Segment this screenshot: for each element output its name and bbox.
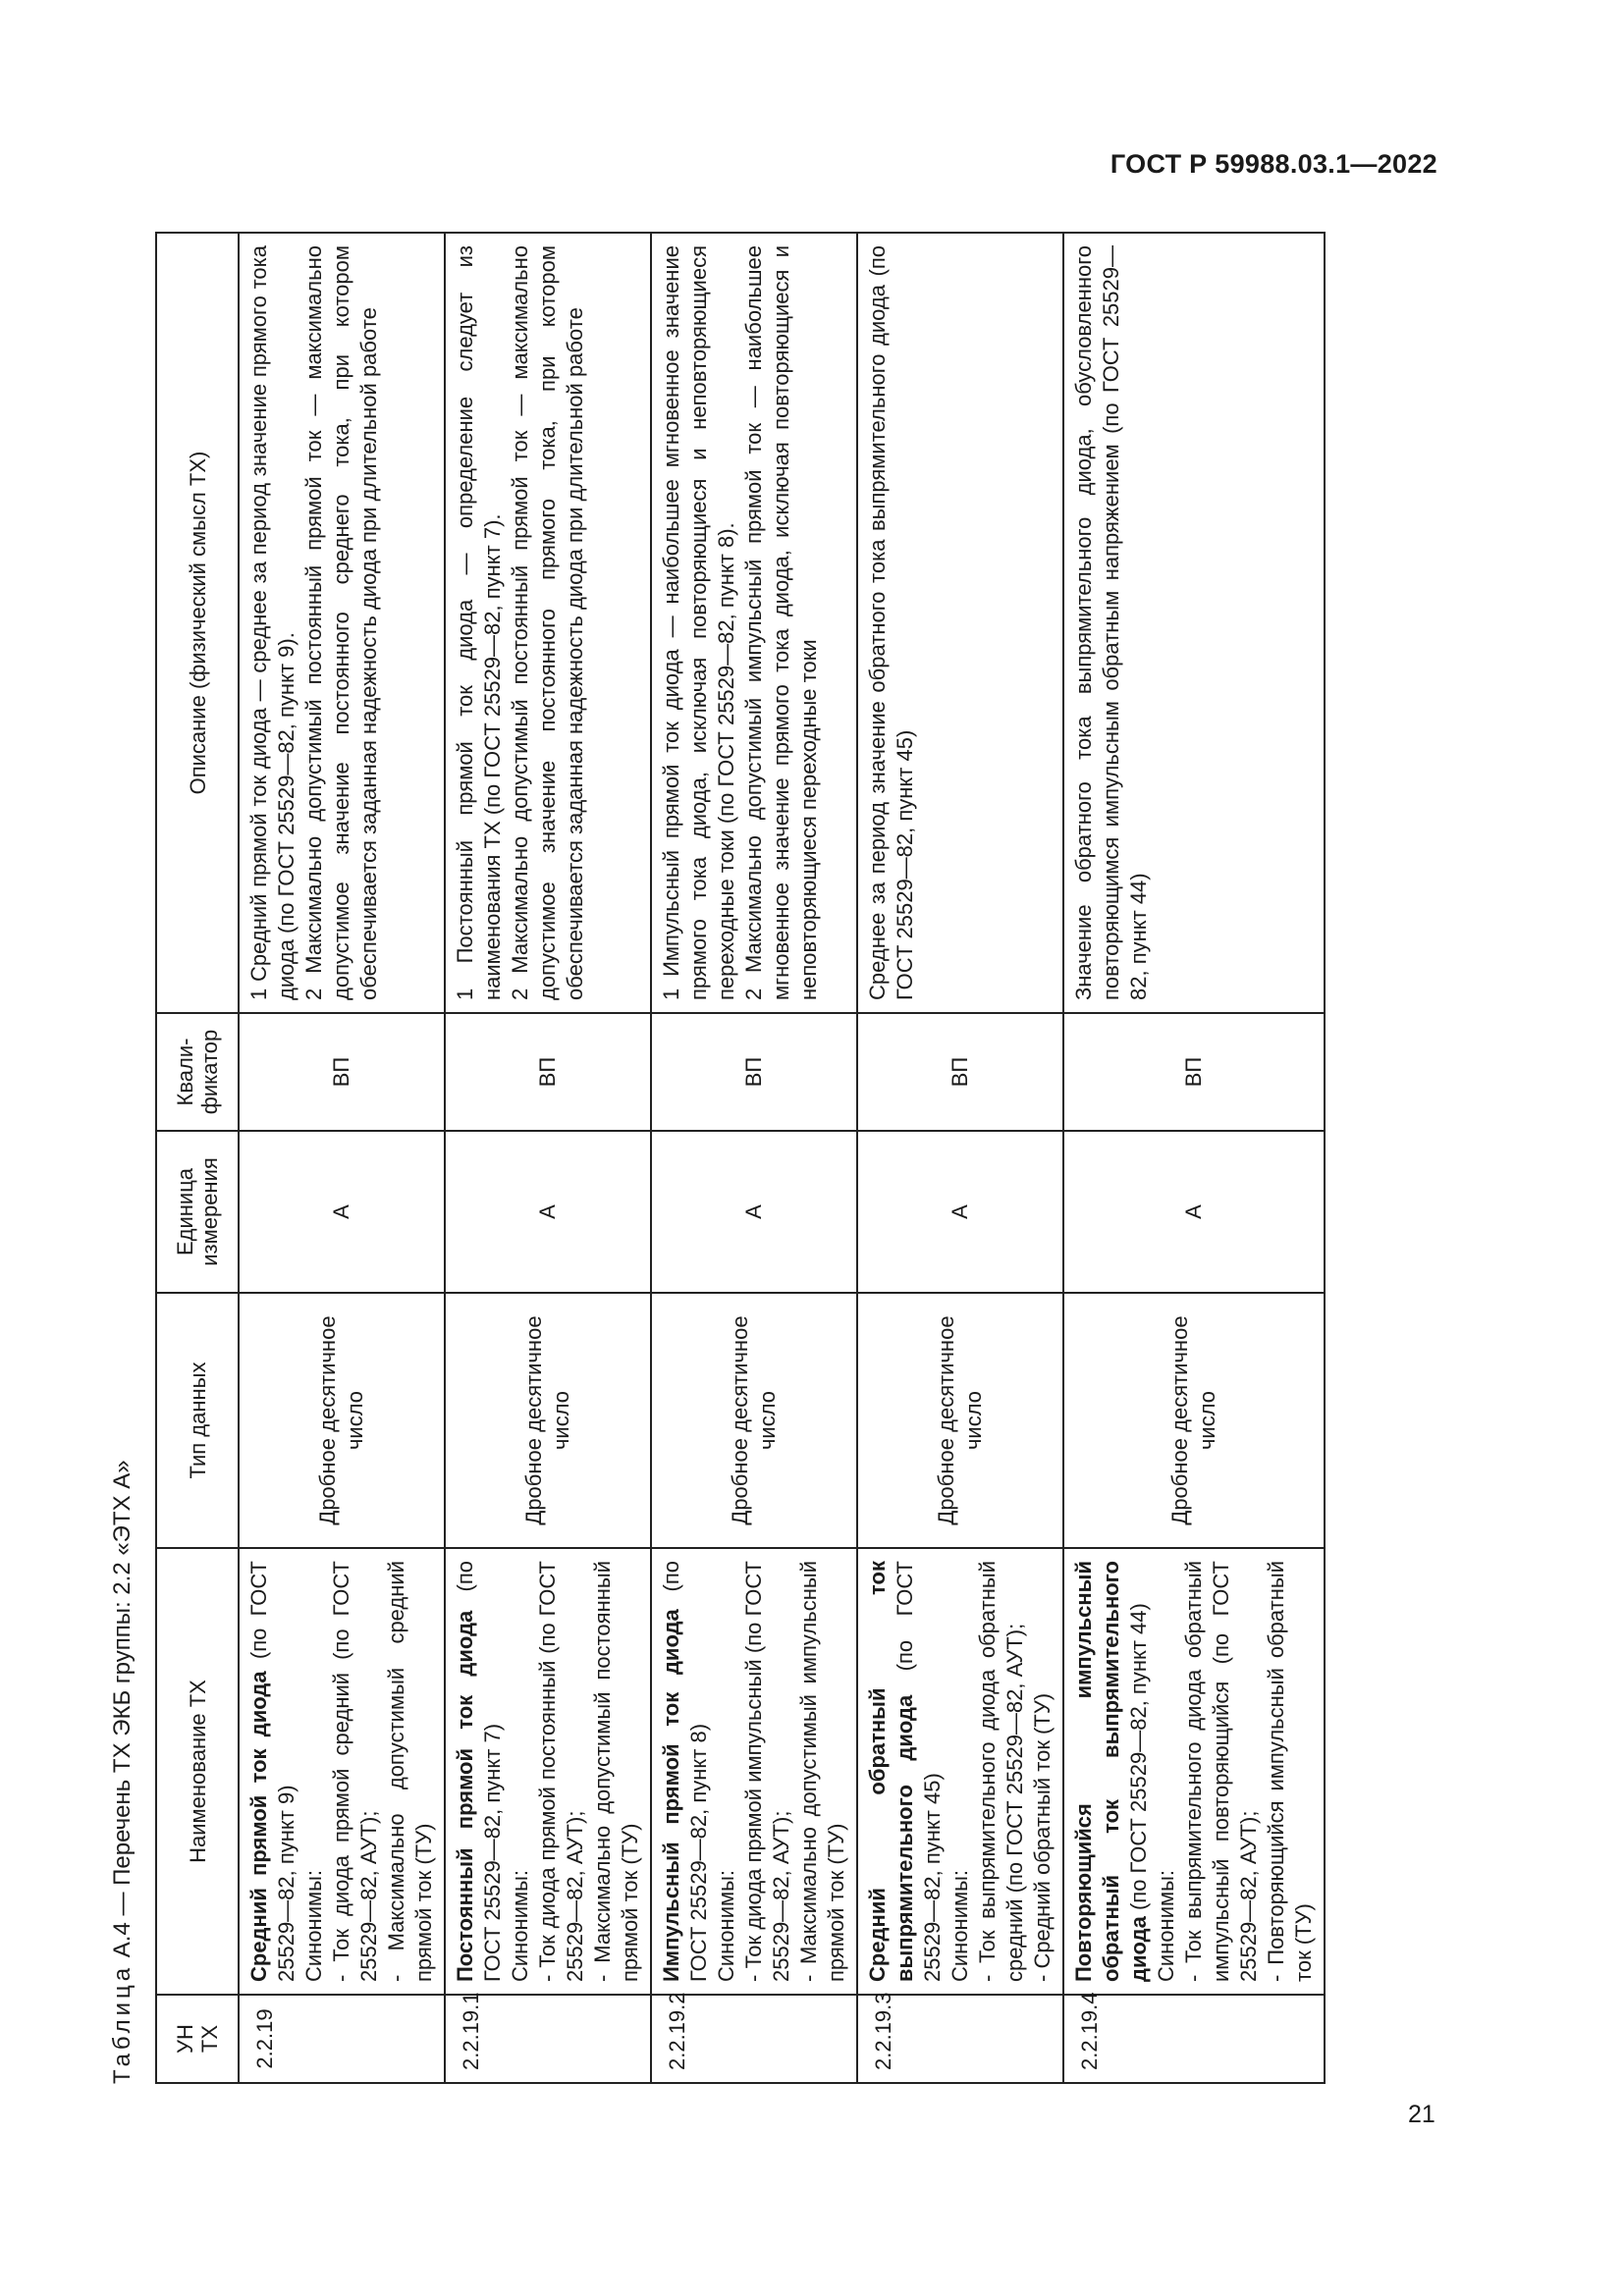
row-description	[239, 233, 445, 1013]
characteristics-table	[155, 232, 1326, 2084]
row-data-type: Дробное десятичное число	[239, 1293, 445, 1548]
synonyms-label: Синонимы:	[1154, 1869, 1178, 1982]
column-header-name: Наименование ТХ	[156, 1548, 239, 1995]
table-header-row	[156, 233, 239, 2083]
synonym-item: - Максимально допустимый постоянный прямой ток (ТУ)	[590, 1561, 642, 1982]
row-name	[651, 1548, 857, 1995]
column-header-id: УН ТХ	[156, 1995, 239, 2083]
synonym-item: - Повторяющийся импульсный обратный ток (ТУ)	[1264, 1561, 1316, 1982]
row-name	[445, 1548, 651, 1995]
row-data-type: Дробное десятичное число	[1063, 1293, 1325, 1548]
table-row	[1063, 233, 1325, 2083]
description-paragraph: Среднее за период значение обратного тока выпрямительного диода (по ГОСТ 25529—82, пункт 45)	[865, 245, 917, 1000]
row-id: 2.2.19.1	[445, 1995, 651, 2083]
row-description	[445, 233, 651, 1013]
row-name-source: (по ГОСТ 25529—82, пункт 8)	[659, 1561, 711, 1982]
row-name	[239, 1548, 445, 1995]
row-name-bold: Повторяющийся импульсный обратный ток выпрямительного диода	[1071, 1561, 1151, 1982]
row-data-type: Дробное десятичное число	[445, 1293, 651, 1548]
row-unit: А	[857, 1131, 1063, 1293]
row-unit: А	[1063, 1131, 1325, 1293]
synonym-item: - Ток выпрямительного диода обратный средний (по ГОСТ 25529—82, АУТ);	[975, 1561, 1027, 1982]
row-name	[1063, 1548, 1325, 1995]
table-caption	[108, 234, 155, 2084]
row-name-source: (по ГОСТ 25529—82, пункт 9)	[246, 1561, 298, 1982]
synonyms-label: Синонимы:	[301, 1869, 326, 1982]
row-name-source: (по ГОСТ 25529—82, пункт 7)	[453, 1561, 505, 1982]
description-paragraph: 1 Постоянный прямой ток диода — определение следует из наименования ТХ (по ГОСТ 25529—82, пункт 7).	[453, 245, 505, 1000]
synonym-item: - Ток диода прямой постоянный (по ГОСТ 25529—82, АУТ);	[535, 1561, 587, 1982]
row-data-type: Дробное десятичное число	[651, 1293, 857, 1548]
synonym-item: - Максимально допустимый средний прямой ток (ТУ)	[384, 1561, 436, 1982]
synonyms-label: Синонимы:	[947, 1869, 972, 1982]
description-paragraph: Значение обратного тока выпрямительного диода, обусловленного повторяющимся импульсным обратным напряжением (по ГОСТ 25529—82, пункт 44)	[1071, 245, 1151, 1000]
row-id: 2.2.19.3	[857, 1995, 1063, 2083]
row-qualifier: ВП	[651, 1013, 857, 1131]
row-description	[857, 233, 1063, 1013]
row-name-source: (по ГОСТ 25529—82, пункт 45)	[893, 1561, 945, 1982]
document-id: ГОСТ Р 59988.03.1—2022	[1110, 149, 1437, 179]
row-qualifier: ВП	[445, 1013, 651, 1131]
column-header-qualifier: Квалификатор	[156, 1013, 239, 1131]
row-qualifier: ВП	[1063, 1013, 1325, 1131]
row-qualifier: ВП	[239, 1013, 445, 1131]
synonym-item: - Максимально допустимый импульсный прямой ток (ТУ)	[796, 1561, 848, 1982]
row-name-bold: Средний прямой ток диода	[246, 1671, 271, 1982]
row-name-source: (по ГОСТ 25529—82, пункт 44)	[1126, 1603, 1151, 1917]
description-paragraph: 2 Максимально допустимый импульсный прямой ток — наибольшее мгновенное значение прямого тока диода, исключая повторяющиеся и неповторяющиеся переходные токи	[741, 245, 821, 1000]
row-unit: А	[445, 1131, 651, 1293]
row-description	[651, 233, 857, 1013]
synonym-item: - Ток диода прямой средний (по ГОСТ 25529—82, АУТ);	[329, 1561, 381, 1982]
table-row	[445, 233, 651, 2083]
column-header-description: Описание (физический смысл ТХ)	[156, 233, 239, 1013]
description-paragraph: 1 Средний прямой ток диода — среднее за период значение прямого тока диода (по ГОСТ 25529—82, пункт 9).	[246, 245, 298, 1000]
row-name-bold: Средний обратный ток выпрямительного диода	[865, 1561, 917, 1982]
synonym-item: - Ток диода прямой импульсный (по ГОСТ 25529—82, АУТ);	[741, 1561, 793, 1982]
row-id: 2.2.19	[239, 1995, 445, 2083]
row-unit: А	[651, 1131, 857, 1293]
caption-text: А.4 — Перечень ТХ ЭКБ группы: 2.2 «ЭТХ А»	[109, 1460, 135, 1958]
row-qualifier: ВП	[857, 1013, 1063, 1131]
row-data-type: Дробное десятичное число	[857, 1293, 1063, 1548]
column-header-unit: Единица измерения	[156, 1131, 239, 1293]
row-name-bold: Постоянный прямой ток диода	[453, 1610, 477, 1982]
row-id: 2.2.19.4	[1063, 1995, 1325, 2083]
description-paragraph: 2 Максимально допустимый постоянный прямой ток — максимально допустимое значение постоянного среднего тока, при котором обеспечивается заданная надежность диода при длительной работе	[301, 245, 381, 1000]
rotated-table-block	[108, 234, 1326, 2084]
page-number: 21	[1408, 2101, 1435, 2128]
row-unit: А	[239, 1131, 445, 1293]
synonym-item: - Ток выпрямительного диода обратный импульсный повторяющийся (по ГОСТ 25529—82, АУТ);	[1181, 1561, 1261, 1982]
row-id: 2.2.19.2	[651, 1995, 857, 2083]
synonyms-label: Синонимы:	[714, 1869, 738, 1982]
synonyms-label: Синонимы:	[508, 1869, 532, 1982]
synonym-item: - Средний обратный ток (ТУ)	[1030, 1692, 1055, 1982]
row-name-bold: Импульсный прямой ток диода	[659, 1609, 683, 1982]
table-row	[239, 233, 445, 2083]
table-row	[857, 233, 1063, 2083]
description-paragraph: 1 Импульсный прямой ток диода — наибольшее мгновенное значение прямого тока диода, исключая повторяющиеся и неповторяющиеся переходные токи (по ГОСТ 25529—82, пункт 8).	[659, 245, 738, 1000]
table-row	[651, 233, 857, 2083]
column-header-data-type: Тип данных	[156, 1293, 239, 1548]
row-description	[1063, 233, 1325, 1013]
row-name	[857, 1548, 1063, 1995]
caption-prefix: Таблица	[109, 1963, 135, 2084]
description-paragraph: 2 Максимально допустимый постоянный прямой ток — максимально допустимое значение постоянного прямого тока, при котором обеспечивается заданная надежность диода при длительной работе	[508, 245, 587, 1000]
